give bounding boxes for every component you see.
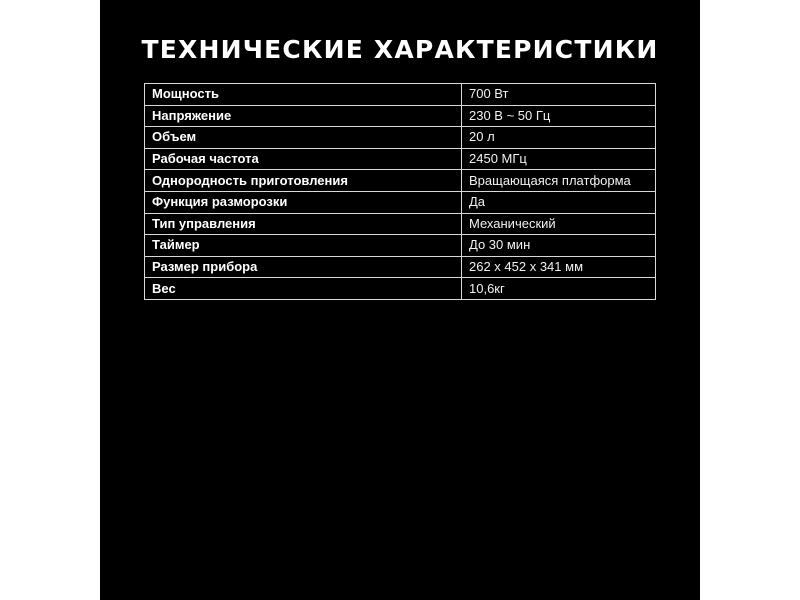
spec-label: Вес bbox=[145, 278, 462, 300]
spec-value: 20 л bbox=[462, 127, 656, 149]
table-row bbox=[145, 84, 656, 106]
spec-label: Функция разморозки bbox=[145, 191, 462, 213]
table-row bbox=[145, 213, 656, 235]
table-row bbox=[145, 105, 656, 127]
spec-value: Механический bbox=[462, 213, 656, 235]
table-row bbox=[145, 170, 656, 192]
table-row bbox=[145, 148, 656, 170]
spec-value: 10,6кг bbox=[462, 278, 656, 300]
page-title: ТЕХНИЧЕСКИЕ ХАРАКТЕРИСТИКИ bbox=[141, 35, 659, 64]
spec-value: 230 В ~ 50 Гц bbox=[462, 105, 656, 127]
spec-sheet bbox=[100, 0, 700, 600]
spec-value: До 30 мин bbox=[462, 235, 656, 257]
table-row bbox=[145, 256, 656, 278]
spec-value: 262 x 452 x 341 мм bbox=[462, 256, 656, 278]
spec-label: Мощность bbox=[145, 84, 462, 106]
specs-table bbox=[144, 83, 656, 300]
spec-value: Вращающаяся платформа bbox=[462, 170, 656, 192]
table-row bbox=[145, 235, 656, 257]
spec-label: Рабочая частота bbox=[145, 148, 462, 170]
spec-value: 2450 МГц bbox=[462, 148, 656, 170]
table-row bbox=[145, 191, 656, 213]
spec-label: Таймер bbox=[145, 235, 462, 257]
spec-value: Да bbox=[462, 191, 656, 213]
spec-label: Объем bbox=[145, 127, 462, 149]
spec-label: Тип управления bbox=[145, 213, 462, 235]
spec-label: Размер прибора bbox=[145, 256, 462, 278]
table-row bbox=[145, 278, 656, 300]
spec-label: Напряжение bbox=[145, 105, 462, 127]
table-row bbox=[145, 127, 656, 149]
spec-value: 700 Вт bbox=[462, 84, 656, 106]
spec-label: Однородность приготовления bbox=[145, 170, 462, 192]
